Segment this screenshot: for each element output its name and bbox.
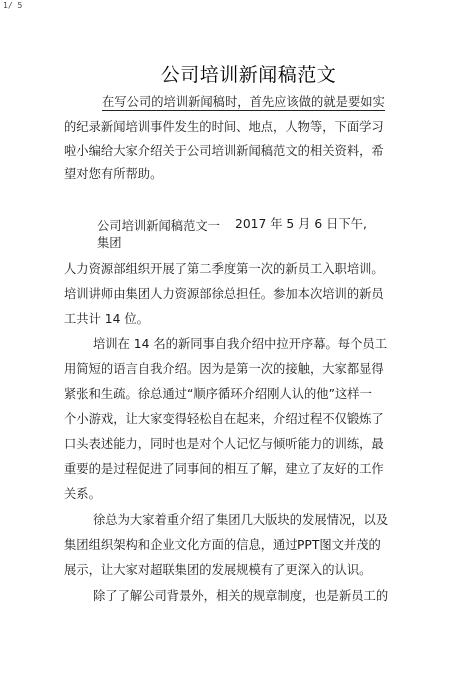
- body-line: 培训在 14 名的新同事自我介绍中拉开序幕。每个员工: [93, 337, 387, 351]
- body-line: 用简短的语言自我介绍。因为是第一次的接触，大家都显得: [64, 362, 384, 376]
- intro-line-3: 啦小编给大家介绍关于公司培训新闻稿范文的相关资料，希: [64, 144, 384, 158]
- body-line: 工共计 14 位。: [64, 312, 149, 326]
- section-heading-group: 集团: [97, 236, 122, 250]
- intro-line-4: 望对您有所帮助。: [64, 167, 163, 181]
- body-line: 紧张和生疏。徐总通过“顺序循环介绍刚人认的他”这样一: [64, 387, 372, 401]
- body-line: 关系。: [64, 487, 101, 501]
- body-line: 重要的是过程促进了同事间的相互了解，建立了友好的工作: [64, 462, 384, 476]
- intro-line-1: [102, 94, 385, 110]
- section-heading: 公司培训新闻稿范文一: [97, 219, 220, 233]
- page-indicator: 1/ 5: [3, 1, 23, 10]
- intro-line-2: 的纪录新闻培训事件发生的时间、地点，人物等，下面学习: [64, 120, 384, 134]
- body-line: 徐总为大家着重介绍了集团几大版块的发展情况，以及: [93, 513, 389, 527]
- intro-line-1-text: 在写公司的培训新闻稿时，首先应该做的就是要如实: [102, 95, 385, 109]
- body-line: 口头表述能力，同时也是对个人记忆与倾听能力的训练，最: [64, 437, 384, 451]
- body-line: 除了了解公司背景外，相关的规章制度，也是新员工的: [93, 589, 389, 603]
- body-line-ppt: PPT图文并茂的: [297, 538, 381, 552]
- document-title: 公司培训新闻稿范文: [160, 64, 337, 86]
- body-line: 个小游戏，让大家变得轻松自在起来，介绍过程不仅锻炼了: [64, 412, 384, 426]
- body-line: 培训讲师由集团人力资源部徐总担任。参加本次培训的新员: [64, 287, 384, 301]
- body-line: 展示，让大家对超联集团的发展规模有了更深入的认识。: [64, 563, 372, 577]
- body-line: 集团组织架构和企业文化方面的信息，通过: [64, 538, 298, 552]
- body-line: 人力资源部组织开展了第二季度第一次的新员工入职培训。: [64, 262, 384, 276]
- section-date: 2017 年 5 月 6 日下午,: [235, 217, 367, 231]
